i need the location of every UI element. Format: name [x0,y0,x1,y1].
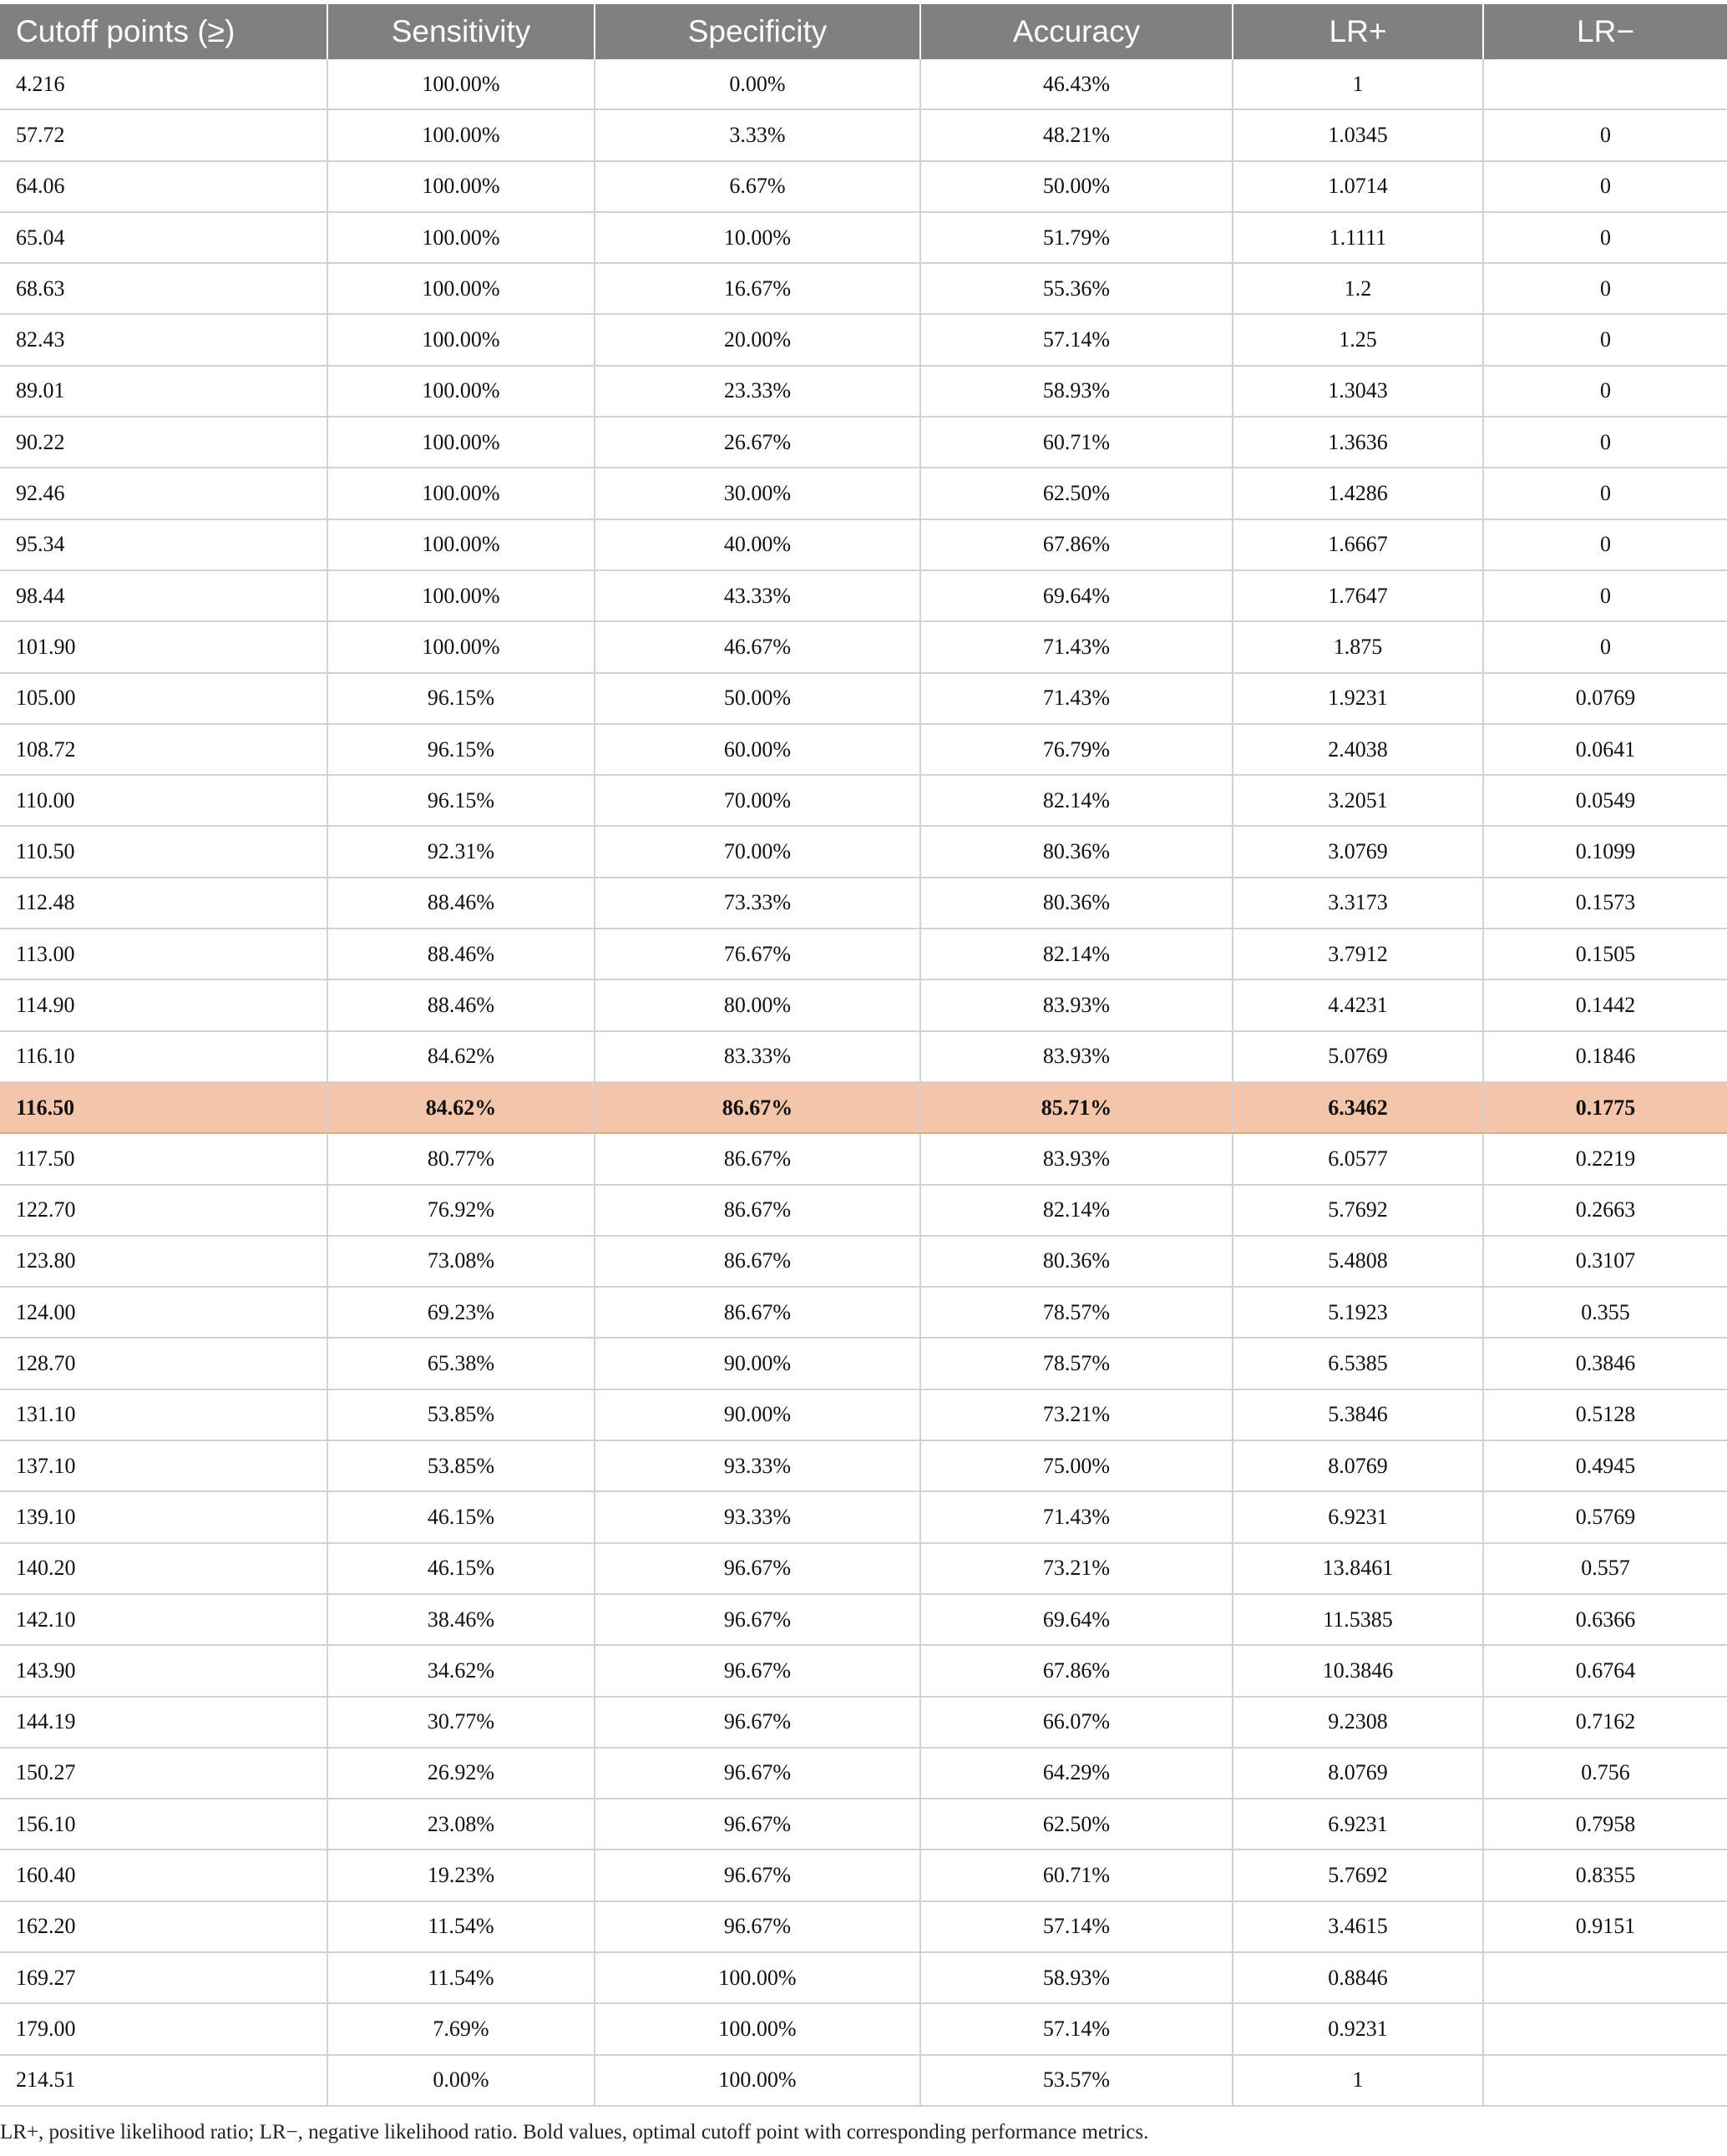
cell-cutoff: 68.63 [0,263,327,314]
table-row [0,1543,1727,1594]
cell-cutoff: 90.22 [0,417,327,468]
cell-cutoff: 98.44 [0,570,327,621]
cell-lr-positive: 3.3173 [1233,878,1483,929]
cell-specificity: 100.00% [595,2003,920,2054]
cell-lr-negative: 0.2663 [1483,1185,1727,1236]
cell-cutoff: 82.43 [0,314,327,365]
cell-sensitivity: 19.23% [327,1850,595,1900]
cell-cutoff: 179.00 [0,2003,327,2054]
cell-accuracy: 64.29% [920,1748,1233,1799]
cell-lr-positive: 5.4808 [1233,1236,1483,1287]
cell-specificity: 70.00% [595,826,920,877]
table-row [0,1952,1727,2003]
cell-lr-negative: 0.1573 [1483,878,1727,929]
cell-sensitivity: 96.15% [327,673,595,724]
cell-sensitivity: 69.23% [327,1287,595,1338]
cell-cutoff: 169.27 [0,1952,327,2003]
cell-sensitivity: 100.00% [327,109,595,160]
cell-lr-negative: 0 [1483,621,1727,672]
header-specificity: Specificity [595,4,920,59]
cell-lr-negative: 0.1442 [1483,979,1727,1030]
cell-sensitivity: 0.00% [327,2055,595,2106]
cell-cutoff: 92.46 [0,468,327,519]
cell-cutoff: 108.72 [0,724,327,775]
cell-specificity: 90.00% [595,1338,920,1389]
cell-lr-positive: 3.7912 [1233,929,1483,979]
cell-accuracy: 57.14% [920,1901,1233,1952]
cell-accuracy: 67.86% [920,1645,1233,1696]
cell-cutoff: 116.10 [0,1031,327,1082]
table-row [0,673,1727,724]
cell-specificity: 83.33% [595,1031,920,1082]
cell-specificity: 86.67% [595,1133,920,1184]
cell-accuracy: 80.36% [920,826,1233,877]
cell-specificity: 30.00% [595,468,920,519]
cell-specificity: 96.67% [595,1543,920,1594]
cell-cutoff: 131.10 [0,1389,327,1440]
cell-lr-negative: 0.1505 [1483,929,1727,979]
cell-accuracy: 83.93% [920,979,1233,1030]
table-row [0,2003,1727,2054]
cell-specificity: 96.67% [595,1850,920,1900]
cell-sensitivity: 96.15% [327,775,595,826]
table-row [0,1850,1727,1900]
cell-sensitivity: 100.00% [327,366,595,417]
cell-lr-negative: 0.1846 [1483,1031,1727,1082]
cell-specificity: 96.67% [595,1645,920,1696]
cell-sensitivity: 100.00% [327,314,595,365]
cell-sensitivity: 100.00% [327,570,595,621]
cell-sensitivity: 100.00% [327,212,595,263]
cell-lr-negative [1483,59,1727,109]
header-row [0,4,1727,59]
cell-lr-negative: 0.0549 [1483,775,1727,826]
cell-lr-positive: 1.1111 [1233,212,1483,263]
cell-cutoff: 113.00 [0,929,327,979]
cell-lr-negative: 0.1775 [1483,1082,1727,1133]
cell-cutoff: 156.10 [0,1799,327,1850]
cell-lr-negative: 0.2219 [1483,1133,1727,1184]
cell-accuracy: 71.43% [920,673,1233,724]
header-lr-positive: LR+ [1233,4,1483,59]
table-row [0,570,1727,621]
cell-lr-positive: 1.2 [1233,263,1483,314]
cell-lr-positive: 8.0769 [1233,1440,1483,1491]
cell-accuracy: 67.86% [920,519,1233,570]
cell-lr-positive: 1 [1233,59,1483,109]
cell-specificity: 90.00% [595,1389,920,1440]
cell-lr-positive: 1.3043 [1233,366,1483,417]
cell-sensitivity: 80.77% [327,1133,595,1184]
table-row [0,1697,1727,1748]
cell-specificity: 96.67% [595,1901,920,1952]
cell-specificity: 86.67% [595,1236,920,1287]
cell-accuracy: 50.00% [920,161,1233,212]
cell-accuracy: 76.79% [920,724,1233,775]
cell-sensitivity: 84.62% [327,1031,595,1082]
cell-sensitivity: 73.08% [327,1236,595,1287]
cell-cutoff: 110.00 [0,775,327,826]
cell-sensitivity: 23.08% [327,1799,595,1850]
cell-accuracy: 53.57% [920,2055,1233,2106]
table-row [0,1440,1727,1491]
table-row-optimal [0,1082,1727,1133]
cell-cutoff: 122.70 [0,1185,327,1236]
cell-lr-positive: 10.3846 [1233,1645,1483,1696]
table-row [0,109,1727,160]
cell-cutoff: 116.50 [0,1082,327,1133]
table-header [0,4,1727,59]
table-row [0,519,1727,570]
cell-sensitivity: 100.00% [327,59,595,109]
cell-accuracy: 80.36% [920,878,1233,929]
cell-specificity: 86.67% [595,1287,920,1338]
cell-lr-positive: 3.2051 [1233,775,1483,826]
cell-lr-positive: 3.0769 [1233,826,1483,877]
cell-cutoff: 4.216 [0,59,327,109]
table-row [0,826,1727,877]
cell-specificity: 93.33% [595,1440,920,1491]
cell-lr-positive: 5.7692 [1233,1185,1483,1236]
cell-lr-positive: 6.0577 [1233,1133,1483,1184]
cell-accuracy: 69.64% [920,570,1233,621]
cell-sensitivity: 88.46% [327,929,595,979]
cell-lr-negative: 0.0641 [1483,724,1727,775]
cell-lr-positive: 6.3462 [1233,1082,1483,1133]
header-accuracy: Accuracy [920,4,1233,59]
cell-lr-positive: 1.7647 [1233,570,1483,621]
cell-accuracy: 83.93% [920,1031,1233,1082]
cell-lr-negative: 0.5128 [1483,1389,1727,1440]
cell-lr-negative: 0.557 [1483,1543,1727,1594]
cell-lr-positive: 1.9231 [1233,673,1483,724]
cell-sensitivity: 76.92% [327,1185,595,1236]
cell-specificity: 73.33% [595,878,920,929]
cell-accuracy: 83.93% [920,1133,1233,1184]
cell-lr-negative: 0.1099 [1483,826,1727,877]
cell-accuracy: 60.71% [920,1850,1233,1900]
cell-accuracy: 57.14% [920,314,1233,365]
cell-lr-negative: 0 [1483,468,1727,519]
cell-specificity: 100.00% [595,2055,920,2106]
cell-accuracy: 69.64% [920,1594,1233,1645]
cell-accuracy: 60.71% [920,417,1233,468]
table-body [0,59,1727,2106]
cell-lr-positive: 1.0345 [1233,109,1483,160]
cell-accuracy: 48.21% [920,109,1233,160]
cell-lr-positive: 1.0714 [1233,161,1483,212]
cell-specificity: 86.67% [595,1185,920,1236]
cell-cutoff: 57.72 [0,109,327,160]
cell-lr-negative: 0 [1483,314,1727,365]
cell-lr-negative: 0.3846 [1483,1338,1727,1389]
table-row [0,366,1727,417]
cell-lr-positive: 1.25 [1233,314,1483,365]
cell-cutoff: 112.48 [0,878,327,929]
cell-lr-positive: 0.8846 [1233,1952,1483,2003]
cell-specificity: 10.00% [595,212,920,263]
cell-lr-positive: 1 [1233,2055,1483,2106]
cell-specificity: 96.67% [595,1594,920,1645]
cell-lr-negative: 0.8355 [1483,1850,1727,1900]
cell-specificity: 40.00% [595,519,920,570]
cell-accuracy: 78.57% [920,1287,1233,1338]
cell-specificity: 3.33% [595,109,920,160]
cell-specificity: 20.00% [595,314,920,365]
cell-sensitivity: 88.46% [327,979,595,1030]
cell-cutoff: 128.70 [0,1338,327,1389]
cell-lr-positive: 1.4286 [1233,468,1483,519]
cell-cutoff: 124.00 [0,1287,327,1338]
cell-specificity: 0.00% [595,59,920,109]
cell-accuracy: 62.50% [920,1799,1233,1850]
cell-cutoff: 117.50 [0,1133,327,1184]
cell-cutoff: 214.51 [0,2055,327,2106]
cell-lr-negative: 0.7162 [1483,1697,1727,1748]
cell-sensitivity: 46.15% [327,1543,595,1594]
cell-accuracy: 71.43% [920,621,1233,672]
cell-cutoff: 65.04 [0,212,327,263]
cell-specificity: 76.67% [595,929,920,979]
cell-lr-negative: 0.7958 [1483,1799,1727,1850]
cell-specificity: 80.00% [595,979,920,1030]
cell-accuracy: 51.79% [920,212,1233,263]
cell-lr-positive: 11.5385 [1233,1594,1483,1645]
cell-lr-positive: 13.8461 [1233,1543,1483,1594]
cell-cutoff: 140.20 [0,1543,327,1594]
table-row [0,1236,1727,1287]
cell-lr-negative: 0.6764 [1483,1645,1727,1696]
cell-lr-negative [1483,2055,1727,2106]
cell-cutoff: 139.10 [0,1491,327,1542]
cell-cutoff: 150.27 [0,1748,327,1799]
cell-cutoff: 142.10 [0,1594,327,1645]
cell-specificity: 96.67% [595,1697,920,1748]
cell-sensitivity: 100.00% [327,417,595,468]
cell-lr-negative [1483,1952,1727,2003]
table-row [0,314,1727,365]
table-row [0,263,1727,314]
cell-lr-negative [1483,2003,1727,2054]
cell-lr-positive: 4.4231 [1233,979,1483,1030]
cell-accuracy: 62.50% [920,468,1233,519]
table-row [0,1133,1727,1184]
cell-lr-positive: 6.9231 [1233,1491,1483,1542]
cell-specificity: 60.00% [595,724,920,775]
cell-accuracy: 78.57% [920,1338,1233,1389]
table-row [0,417,1727,468]
cell-lr-negative: 0.5769 [1483,1491,1727,1542]
header-sensitivity: Sensitivity [327,4,595,59]
cell-lr-negative: 0.0769 [1483,673,1727,724]
cell-accuracy: 57.14% [920,2003,1233,2054]
cell-cutoff: 64.06 [0,161,327,212]
table-row [0,1287,1727,1338]
cell-accuracy: 46.43% [920,59,1233,109]
table-row [0,212,1727,263]
cell-lr-negative: 0 [1483,212,1727,263]
cell-specificity: 96.67% [595,1748,920,1799]
cell-sensitivity: 30.77% [327,1697,595,1748]
table-row [0,1338,1727,1389]
cell-accuracy: 58.93% [920,366,1233,417]
table-row [0,929,1727,979]
cell-lr-negative: 0.756 [1483,1748,1727,1799]
cell-cutoff: 162.20 [0,1901,327,1952]
cell-specificity: 50.00% [595,673,920,724]
cell-sensitivity: 53.85% [327,1389,595,1440]
table-row [0,878,1727,929]
cell-specificity: 6.67% [595,161,920,212]
cell-specificity: 23.33% [595,366,920,417]
table-row [0,468,1727,519]
cell-sensitivity: 11.54% [327,1901,595,1952]
cell-sensitivity: 11.54% [327,1952,595,2003]
table-row [0,1799,1727,1850]
cell-cutoff: 123.80 [0,1236,327,1287]
cell-accuracy: 75.00% [920,1440,1233,1491]
cell-lr-negative: 0.355 [1483,1287,1727,1338]
cell-sensitivity: 46.15% [327,1491,595,1542]
cell-cutoff: 114.90 [0,979,327,1030]
cell-lr-negative: 0.6366 [1483,1594,1727,1645]
cell-sensitivity: 100.00% [327,519,595,570]
cell-sensitivity: 7.69% [327,2003,595,2054]
table-row [0,1901,1727,1952]
cell-accuracy: 66.07% [920,1697,1233,1748]
header-cutoff-points: Cutoff points (≥) [0,4,327,59]
cell-specificity: 16.67% [595,263,920,314]
cell-sensitivity: 84.62% [327,1082,595,1133]
table-row [0,621,1727,672]
cell-sensitivity: 96.15% [327,724,595,775]
cell-lr-positive: 8.0769 [1233,1748,1483,1799]
cell-accuracy: 80.36% [920,1236,1233,1287]
table-row [0,59,1727,109]
cell-sensitivity: 100.00% [327,621,595,672]
cutoff-performance-table [0,4,1727,2107]
table-row [0,1594,1727,1645]
table-row [0,1748,1727,1799]
cell-specificity: 100.00% [595,1952,920,2003]
cell-cutoff: 160.40 [0,1850,327,1900]
cell-sensitivity: 92.31% [327,826,595,877]
cell-cutoff: 110.50 [0,826,327,877]
cell-cutoff: 101.90 [0,621,327,672]
cell-lr-positive: 1.6667 [1233,519,1483,570]
cell-sensitivity: 100.00% [327,468,595,519]
table-row [0,1389,1727,1440]
cell-sensitivity: 100.00% [327,263,595,314]
cell-sensitivity: 38.46% [327,1594,595,1645]
cell-lr-positive: 5.3846 [1233,1389,1483,1440]
cell-specificity: 43.33% [595,570,920,621]
cell-lr-positive: 0.9231 [1233,2003,1483,2054]
table-row [0,775,1727,826]
cell-lr-positive: 3.4615 [1233,1901,1483,1952]
cell-lr-positive: 6.9231 [1233,1799,1483,1850]
cell-specificity: 26.67% [595,417,920,468]
cell-lr-positive: 5.7692 [1233,1850,1483,1900]
cell-lr-negative: 0 [1483,109,1727,160]
cell-lr-negative: 0.3107 [1483,1236,1727,1287]
cell-specificity: 70.00% [595,775,920,826]
table-row [0,2055,1727,2106]
cell-lr-negative: 0 [1483,161,1727,212]
cell-cutoff: 89.01 [0,366,327,417]
table-footnote: LR+, positive likelihood ratio; LR−, negative likelihood ratio. Bold values, optimal cutoff point with corresponding performance metrics. [0,2121,1149,2143]
cell-sensitivity: 26.92% [327,1748,595,1799]
cell-lr-positive: 6.5385 [1233,1338,1483,1389]
cell-cutoff: 105.00 [0,673,327,724]
cell-lr-positive: 9.2308 [1233,1697,1483,1748]
cell-lr-negative: 0.4945 [1483,1440,1727,1491]
cell-cutoff: 137.10 [0,1440,327,1491]
cell-accuracy: 85.71% [920,1082,1233,1133]
cell-lr-negative: 0.9151 [1483,1901,1727,1952]
cell-sensitivity: 88.46% [327,878,595,929]
cell-lr-negative: 0 [1483,263,1727,314]
cell-lr-negative: 0 [1483,570,1727,621]
cell-lr-positive: 1.3636 [1233,417,1483,468]
cell-cutoff: 144.19 [0,1697,327,1748]
cell-specificity: 46.67% [595,621,920,672]
cell-sensitivity: 100.00% [327,161,595,212]
cell-lr-positive: 5.0769 [1233,1031,1483,1082]
cell-accuracy: 82.14% [920,929,1233,979]
table-row [0,161,1727,212]
cell-specificity: 96.67% [595,1799,920,1850]
table-row [0,1491,1727,1542]
cell-accuracy: 55.36% [920,263,1233,314]
cell-specificity: 93.33% [595,1491,920,1542]
cell-accuracy: 73.21% [920,1389,1233,1440]
cell-cutoff: 95.34 [0,519,327,570]
cell-lr-negative: 0 [1483,417,1727,468]
cell-sensitivity: 65.38% [327,1338,595,1389]
table-row [0,1185,1727,1236]
cell-accuracy: 71.43% [920,1491,1233,1542]
table-row [0,724,1727,775]
cell-sensitivity: 53.85% [327,1440,595,1491]
cell-sensitivity: 34.62% [327,1645,595,1696]
table-row [0,1031,1727,1082]
cell-lr-positive: 2.4038 [1233,724,1483,775]
cell-accuracy: 82.14% [920,1185,1233,1236]
table-row [0,1645,1727,1696]
cell-lr-positive: 1.875 [1233,621,1483,672]
header-lr-negative: LR− [1483,4,1727,59]
cell-lr-negative: 0 [1483,366,1727,417]
cell-specificity: 86.67% [595,1082,920,1133]
cell-cutoff: 143.90 [0,1645,327,1696]
cell-accuracy: 82.14% [920,775,1233,826]
cell-accuracy: 73.21% [920,1543,1233,1594]
cell-accuracy: 58.93% [920,1952,1233,2003]
table-row [0,979,1727,1030]
cell-lr-positive: 5.1923 [1233,1287,1483,1338]
cell-lr-negative: 0 [1483,519,1727,570]
